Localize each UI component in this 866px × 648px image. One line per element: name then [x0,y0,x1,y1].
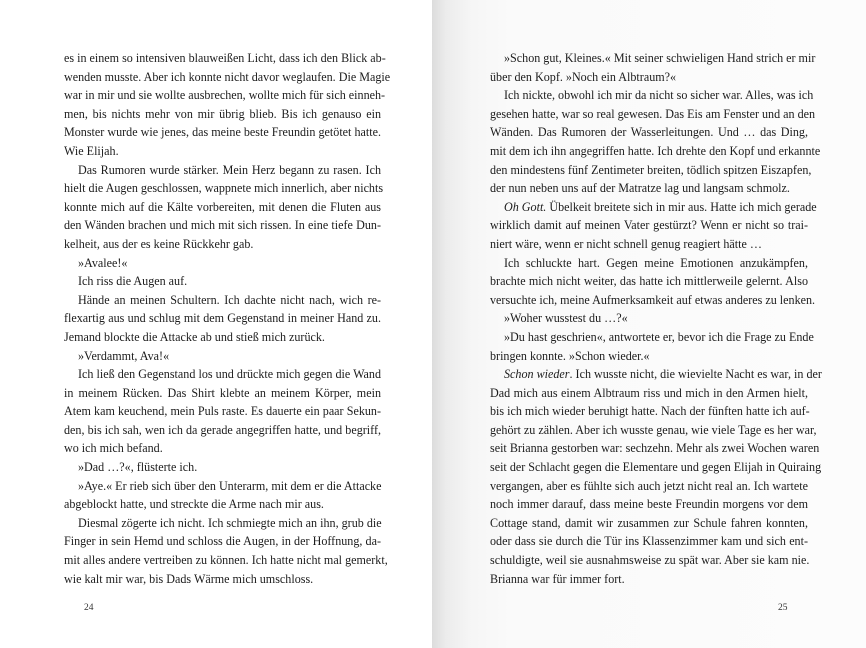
text-line [490,272,808,291]
line-text: Wie Elijah. [64,143,119,158]
line-text: in meinem Rücken. Das Shirt klebte an meinem Körper, mein [64,385,381,400]
text-line [490,421,817,440]
text-line [64,291,381,310]
text-line [64,309,381,328]
text-line [64,439,381,458]
line-text: es in einem so intensiven blauweißen Licht, dass ich den Blick ab- [64,51,386,65]
line-text: oder dass sie durch die Tür ins Klassenzimmer kam und sich ent- [490,534,808,549]
line-text: Brianna war für immer fort. [490,571,625,586]
line-text: »Avalee!« [78,255,128,270]
left-page-text [64,49,391,588]
text-line [490,570,808,589]
line-text: bis ich mich wieder beruhigt hatte. Nach der fünften hatte ich auf- [490,404,810,419]
line-text: »Schon gut, Kleines.« Mit seiner schwieligen Hand strich er mir [504,51,816,65]
text-line [64,570,381,589]
text-line [64,477,381,496]
text-line [64,365,381,384]
text-line [64,347,381,366]
line-text: noch immer darauf, dass meine beste Freundin morgens vor dem [490,497,808,512]
line-text: Ich nickte, obwohl ich mir da nicht so sicher war. Alles, was ich [504,88,814,103]
line-text: Das Rumoren wurde stärker. Mein Herz begann zu rasen. Ich [78,162,381,177]
text-line [64,514,381,533]
line-text: mit dem ich ihn angegriffen hatte. Ich drehte den Kopf und erkannte [490,143,821,158]
line-text: Wänden. Das Rumoren der Wasserleitungen. Und … das Ding, [490,125,808,140]
text-line [64,216,381,235]
text-line [490,309,808,328]
left-page [0,0,432,648]
line-text: abgeblockt hatte, und streckte die Arme nach mir aus. [64,497,324,512]
line-text: »Du hast geschrien«, antwortete er, bevor ich die Frage zu Ende [504,329,814,344]
line-text: den, bis ich sah, wen ich da gerade angegriffen hatte, und begriff, [64,422,381,437]
text-line [64,105,381,124]
text-line [490,551,808,570]
line-text: wo ich mich befand. [64,441,163,456]
line-text: Atem kam keuchend, mein Puls raste. Es dauerte ein paar Sekun- [64,404,381,419]
text-line [490,514,808,533]
text-line [490,254,808,273]
line-text: gesehen hatte, war so real gewesen. Das Eis am Fenster und an den [490,106,816,121]
line-text: wie kalt mir war, bis Dads Wärme mich umschloss. [64,571,314,586]
text-line [490,291,816,310]
line-text: konnte mich auf die Kälte vorbereiten, mit denen die Fluten aus [64,199,381,214]
line-text: niert wäre, wenn er nicht schnell genug reagiert hätte … [490,236,762,251]
text-line [490,495,808,514]
line-text: »Woher wusstest du …?« [504,311,628,326]
text-line [490,439,820,458]
text-line [64,235,381,254]
line-text: Diesmal zögerte ich nicht. Ich schmiegte mich an ihn, grub die [78,515,382,530]
text-line [490,365,822,384]
line-text: seit Brianna gestorben war: sechzehn. Mehr als zwei Wochen waren [490,441,820,456]
text-line [490,161,812,180]
line-text: bringen konnte. »Schon wieder.« [490,348,650,363]
text-line [490,458,822,477]
italic-phrase: Schon wieder [504,367,570,382]
left-page-number: 24 [84,603,94,613]
text-line [490,384,808,403]
text-line [490,105,816,124]
text-line [64,142,381,161]
text-line [64,384,381,403]
line-text: »Aye.« Er rieb sich über den Unterarm, mit dem er die Attacke [78,478,382,493]
text-line [64,49,386,68]
text-line [490,86,814,105]
text-line [490,68,808,87]
line-text: gehört zu zählen. Aber ich wusste genau, wie viele Tage es her war, [490,422,817,437]
text-line [64,272,381,291]
line-text: Cottage stand, damit wir zusammen zur Schule fahren konnten, [490,515,808,530]
right-page-text [490,49,822,588]
line-text: Übelkeit breitete sich in mir aus. Hatte ich mich gerade [546,199,817,214]
text-line [490,49,816,68]
line-text: der nun neben uns auf der Matratze lag und langsam schmolz. [490,181,790,196]
line-text: »Dad …?«, flüsterte ich. [78,460,198,475]
line-text: Finger in sein Hemd und schloss die Augen, in der Hoffnung, da- [64,534,381,549]
text-line [64,179,384,198]
text-line [490,328,814,347]
text-line [64,402,381,421]
text-line [490,198,817,217]
text-line [64,328,381,347]
line-text: hielt die Augen geschlossen, wappnete mich innerlich, aber nichts [64,181,384,196]
text-line [490,123,808,142]
line-text: Ich schluckte hart. Gegen meine Emotionen anzukämpfen, [504,255,808,270]
line-text: wirklich damit auf meinen Vater gestürzt? Wenn er nicht so trai- [490,218,808,233]
line-text: mit alles andere vertreiben zu können. Ich hatte nicht mal gemerkt, [64,553,388,568]
text-line [64,198,381,217]
line-text: kelheit, aus der es keine Rückkehr gab. [64,236,254,251]
line-text: Ich ließ den Gegenstand los und drückte mich gegen die Wand [78,367,381,382]
text-line [490,402,808,421]
line-text: über den Kopf. »Noch ein Albtraum?« [490,69,677,84]
line-text: Dad mich aus einem Albtraum riss und mich in den Armen hielt, [490,385,808,400]
text-line [64,551,388,570]
text-line [64,421,381,440]
right-page [432,0,866,648]
line-text: schuldigte, weil sie ausnahmsweise zu spät war. Aber sie kam nie. [490,553,810,568]
line-text: wenden musste. Aber ich konnte nicht davor weglaufen. Die Magie [64,69,391,84]
text-line [64,161,381,180]
line-text: brachte mich nicht weiter, das hatte ich mittlerweile gelernt. Also [490,274,808,289]
text-line [64,532,381,551]
right-page-number: 25 [778,603,788,613]
line-text: men, bis nichts mehr von mir übrig blieb. Bis ich genauso ein [64,106,381,121]
line-text: seit der Schlacht gegen die Elementare und gegen Elijah in Quiraing [490,460,822,475]
line-text: Monster wurde wie jenes, das meine beste Freundin getötet hatte. [64,125,381,140]
line-text: »Verdammt, Ava!« [78,348,170,363]
line-text: Ich riss die Augen auf. [78,274,188,289]
text-line [64,68,391,87]
text-line [490,477,808,496]
line-text: war in mir und sie wollte ausbrechen, wollte mich für sich einneh- [64,88,386,103]
line-text: Jemand blockte die Attacke ab und stieß mich zurück. [64,329,325,344]
text-line [64,86,386,105]
line-text: den mindestens fünf Zentimeter breiten, tödlich spitzen Eiszapfen, [490,162,812,177]
text-line [490,347,808,366]
text-line [64,495,381,514]
line-text: den Wänden brachen und mich mit sich rissen. In eine tiefe Dun- [64,218,381,233]
line-text: . Ich wusste nicht, die wievielte Nacht es war, in der [569,367,822,382]
text-line [490,235,808,254]
line-text: vergangen, aber es fühlte sich auch jetzt nicht real an. Ich wartete [490,478,808,493]
line-text: Hände an meinen Schultern. Ich dachte nicht nach, wich re- [78,292,381,307]
line-text: versuchte ich, meine Aufmerksamkeit auf etwas anderes zu lenken. [490,292,816,307]
text-line [64,123,381,142]
text-line [490,532,808,551]
text-line [64,254,381,273]
text-line [490,216,808,235]
text-line [490,142,821,161]
italic-phrase: Oh Gott. [504,199,547,214]
text-line [64,458,381,477]
text-line [490,179,808,198]
line-text: flexartig aus und schlug mit dem Gegenstand in meiner Hand zu. [64,311,381,326]
